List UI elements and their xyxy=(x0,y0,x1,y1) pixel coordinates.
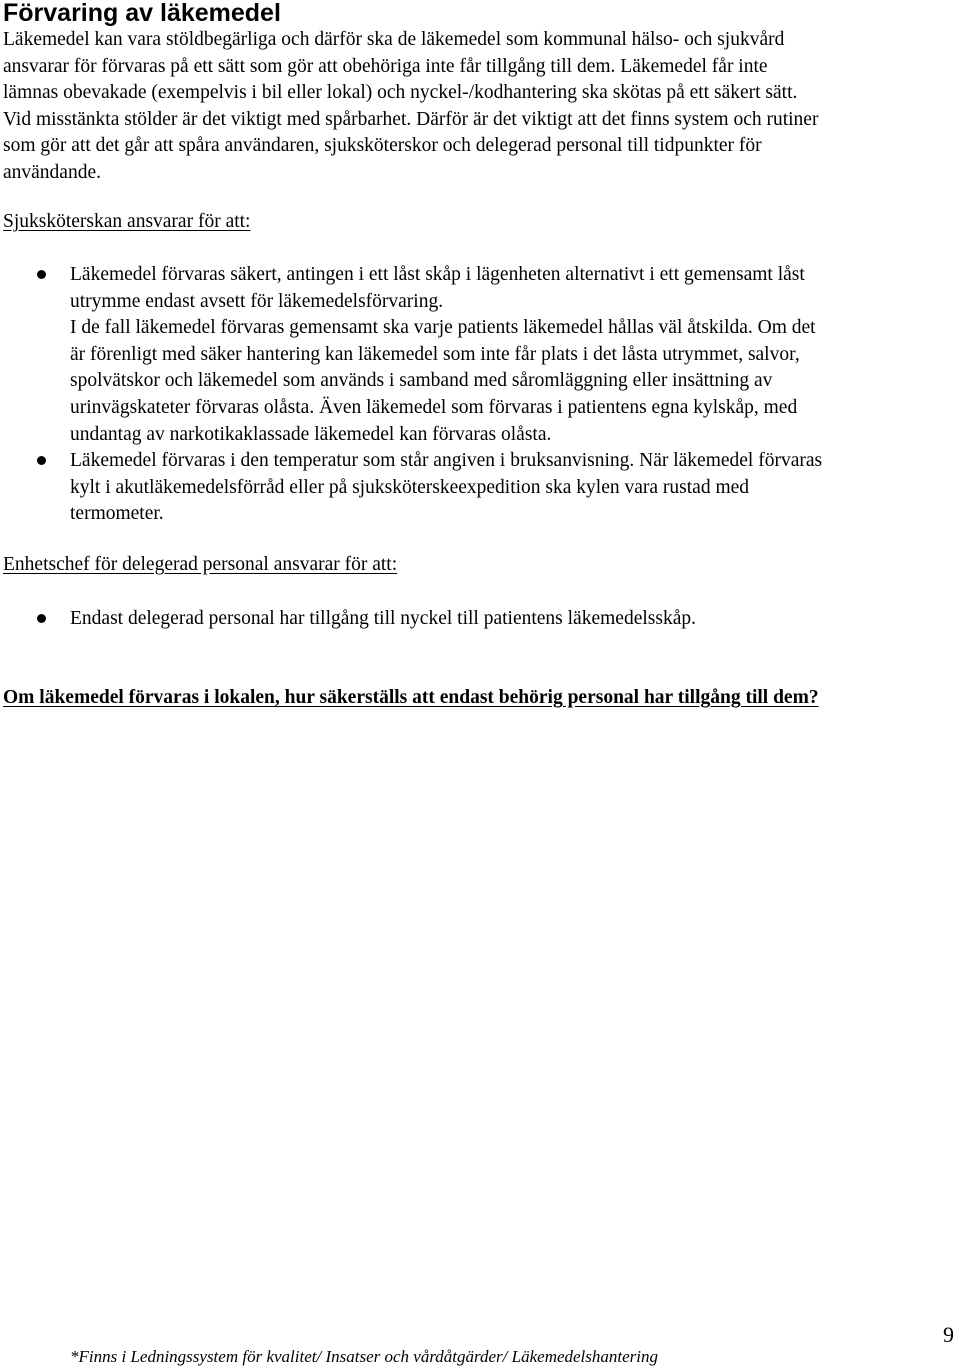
list-item-line: kylt i akutläkemedelsförråd eller på sjuksköterskeexpedition ska kylen vara rustad med xyxy=(70,476,750,498)
intro-line: lämnas obevakade (exempelvis i bil eller lokal) och nyckel-/kodhantering ska skötas på ett säkert sätt. xyxy=(3,82,798,104)
intro-line: Läkemedel kan vara stöldbegärliga och därför ska de läkemedel som kommunal hälso- och sjukvård xyxy=(3,29,785,50)
intro-line: ansvarar för förvaras på ett sätt som gör att obehöriga inte får tillgång till dem. Läkemedel får inte xyxy=(3,55,768,77)
list-item-line: termometer. xyxy=(70,503,164,525)
list-item-line: utrymme endast avsett för läkemedelsförvaring. xyxy=(70,290,444,312)
bullet-icon xyxy=(37,614,46,623)
page-number: 9 xyxy=(943,1322,954,1347)
list-item-line: undantag av narkotikaklassade läkemedel kan förvaras olåsta. xyxy=(70,423,552,445)
list-item xyxy=(0,448,960,528)
list-item-line: I de fall läkemedel förvaras gemensamt ska varje patients läkemedel hållas väl åtskilda. Om det xyxy=(70,317,816,339)
nurse-responsibilities-list xyxy=(0,262,960,528)
list-item-line: Läkemedel förvaras säkert, antingen i ett låst skåp i lägenheten alternativt i ett gemensamt låst xyxy=(70,264,805,285)
list-item xyxy=(0,262,960,448)
intro-line: som gör att det går att spåra användaren, sjuksköterskor och delegerad personal till tidpunkter för xyxy=(3,135,762,157)
list-item xyxy=(0,606,960,633)
list-item-line: är förenligt med säker hantering kan läkemedel som inte får plats i det låsta utrymmet, salvor, xyxy=(70,343,800,365)
footer-note: *Finns i Ledningssystem för kvalitet/ Insatser och vårdåtgärder/ Läkemedelshantering xyxy=(70,1347,659,1366)
section-heading-nurse: Sjuksköterskan ansvarar för att: xyxy=(3,211,251,232)
manager-responsibilities-list xyxy=(0,606,960,633)
list-item-line: Endast delegerad personal har tillgång till nyckel till patientens läkemedelsskåp. xyxy=(70,608,696,629)
bullet-icon xyxy=(37,270,46,279)
list-item-line: Läkemedel förvaras i den temperatur som står angiven i bruksanvisning. När läkemedel förvaras xyxy=(70,450,823,472)
list-item-line: urinvägskateter förvaras olåsta. Även läkemedel som förvaras i patientens egna kylskåp, med xyxy=(70,396,798,418)
intro-line: Vid misstänkta stölder är det viktigt med spårbarhet. Därför är det viktigt att det finns system och rutiner xyxy=(3,108,819,130)
question-heading: Om läkemedel förvaras i lokalen, hur säkerställs att endast behörig personal har tillgång till dem? xyxy=(3,687,819,708)
section-heading-manager: Enhetschef för delegerad personal ansvarar för att: xyxy=(3,554,398,575)
intro-line: användande. xyxy=(3,161,101,183)
page-title: Förvaring av läkemedel xyxy=(3,0,281,27)
intro-paragraph xyxy=(3,27,958,187)
list-item-line: spolvätskor och läkemedel som används i samband med såromläggning eller insättning av xyxy=(70,370,773,392)
